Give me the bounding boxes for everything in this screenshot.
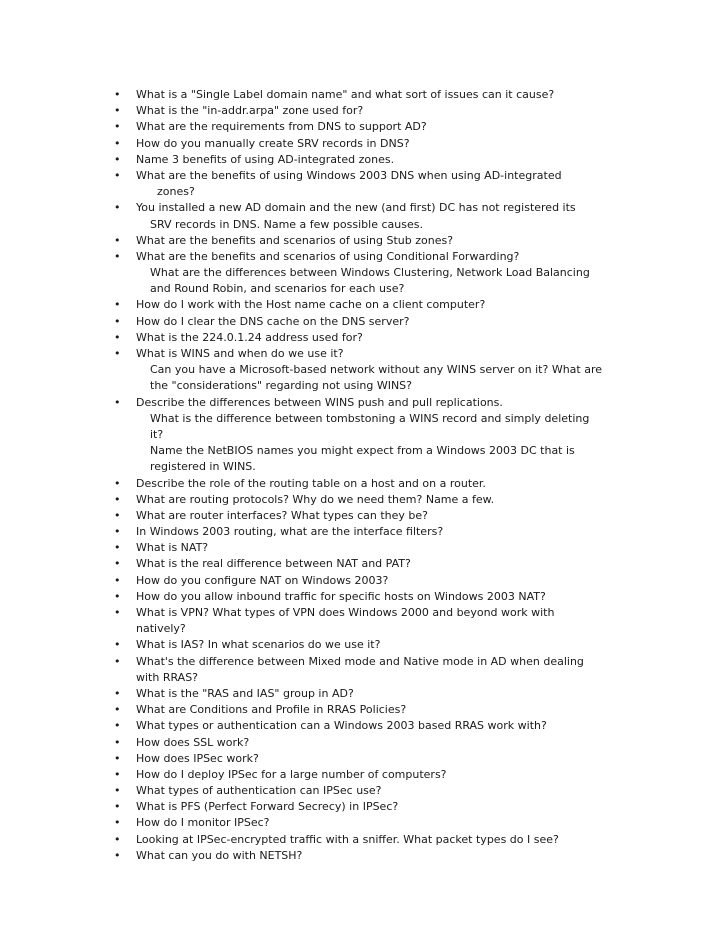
list-item-text: SRV records in DNS. Name a few possible causes. xyxy=(150,217,423,231)
list-item-continuation xyxy=(0,265,728,281)
list-item-text: What's the difference between Mixed mode and Native mode in AD when dealing xyxy=(136,654,584,668)
bullet-glyph: • xyxy=(114,233,121,247)
list-item-text: What are the differences between Windows Clustering, Network Load Balancing xyxy=(150,266,590,280)
list-item xyxy=(0,87,728,103)
list-item-text: and Round Robin, and scenarios for each use? xyxy=(150,282,405,296)
list-item xyxy=(0,832,728,848)
list-item xyxy=(0,799,728,815)
list-item xyxy=(0,168,728,184)
list-item xyxy=(0,556,728,572)
list-item xyxy=(0,492,728,508)
list-item xyxy=(0,395,728,411)
bullet-glyph: • xyxy=(114,104,121,118)
list-item-text: What is NAT? xyxy=(136,541,209,555)
list-item xyxy=(0,654,728,670)
list-item xyxy=(0,508,728,524)
list-item-text: What types of authentication can IPSec use? xyxy=(136,784,382,798)
list-item-text: What can you do with NETSH? xyxy=(136,848,303,862)
list-item xyxy=(0,119,728,135)
list-item-text: What are the requirements from DNS to support AD? xyxy=(136,120,427,134)
bullet-glyph: • xyxy=(114,508,121,522)
list-item-text: What is WINS and when do we use it? xyxy=(136,347,344,360)
list-item-text: How does IPSec work? xyxy=(136,751,259,765)
list-item-text: it? xyxy=(150,427,164,441)
list-item xyxy=(0,735,728,751)
bullet-glyph: • xyxy=(114,347,121,360)
list-item-text: How do you configure NAT on Windows 2003? xyxy=(136,573,389,587)
list-item-text: What are the benefits and scenarios of using Stub zones? xyxy=(136,233,454,247)
list-item-text: What are the benefits and scenarios of using Conditional Forwarding? xyxy=(136,249,520,263)
list-item-text: You installed a new AD domain and the new (and first) DC has not registered its xyxy=(136,201,576,215)
list-item xyxy=(0,751,728,767)
bullet-glyph: • xyxy=(114,136,121,150)
bullet-glyph: • xyxy=(114,686,121,700)
bullet-glyph: • xyxy=(114,832,121,846)
bullet-glyph: • xyxy=(114,314,121,328)
list-item xyxy=(0,346,728,362)
list-item xyxy=(0,200,728,216)
list-item xyxy=(0,783,728,799)
bullet-glyph: • xyxy=(114,541,121,555)
list-item-text: Describe the differences between WINS push and pull replications. xyxy=(136,395,503,409)
list-item xyxy=(0,476,728,492)
list-item xyxy=(0,848,728,864)
list-item-text: registered in WINS. xyxy=(150,460,256,474)
list-item-text: How do you manually create SRV records in DNS? xyxy=(136,136,410,150)
bullet-glyph: • xyxy=(114,395,121,409)
list-item-continuation xyxy=(0,281,728,297)
list-item-text: How do I monitor IPSec? xyxy=(136,816,270,830)
bullet-glyph: • xyxy=(114,120,121,134)
bullet-glyph: • xyxy=(114,573,121,587)
bullet-glyph: • xyxy=(114,816,121,830)
list-item-text: What is the real difference between NAT and PAT? xyxy=(136,557,411,571)
bullet-glyph: • xyxy=(114,848,121,862)
list-item-text: What are Conditions and Profile in RRAS Policies? xyxy=(136,703,407,717)
list-item-text: What is IAS? In what scenarios do we use it? xyxy=(136,638,381,652)
list-item xyxy=(0,815,728,831)
list-item-text: zones? xyxy=(157,185,195,199)
list-item-continuation xyxy=(0,670,728,686)
list-item xyxy=(0,702,728,718)
list-item-text: What is the difference between tombstoning a WINS record and simply deleting xyxy=(150,411,590,425)
list-item-text: What is VPN? What types of VPN does Windows 2000 and beyond work with xyxy=(136,606,555,619)
bullet-glyph: • xyxy=(114,492,121,506)
list-item-text: What are router interfaces? What types can they be? xyxy=(136,508,428,522)
list-item-text: How do I work with the Host name cache on a client computer? xyxy=(136,298,486,312)
bullet-glyph: • xyxy=(114,330,121,344)
list-item xyxy=(0,605,728,621)
bullet-glyph: • xyxy=(114,638,121,652)
list-item-text: Name 3 benefits of using AD-integrated zones. xyxy=(136,152,395,166)
list-item-text: the "considerations" regarding not using WINS? xyxy=(150,379,412,393)
list-item-text: Name the NetBIOS names you might expect from a Windows 2003 DC that is xyxy=(150,444,575,458)
list-item xyxy=(0,637,728,653)
list-item-text: How do I clear the DNS cache on the DNS server? xyxy=(136,314,410,328)
list-item xyxy=(0,103,728,119)
list-item-text: Can you have a Microsoft-based network without any WINS server on it? What are xyxy=(150,363,603,377)
list-item xyxy=(0,330,728,346)
list-item-text: What types or authentication can a Windows 2003 based RRAS work with? xyxy=(136,719,547,733)
list-item-continuation xyxy=(0,459,728,475)
bullet-glyph: • xyxy=(114,88,121,101)
list-item-continuation xyxy=(0,378,728,394)
bullet-glyph: • xyxy=(114,784,121,798)
bullet-glyph: • xyxy=(114,249,121,263)
list-item xyxy=(0,136,728,152)
list-item-text: What is a "Single Label domain name" and what sort of issues can it cause? xyxy=(136,88,555,101)
bullet-glyph: • xyxy=(114,767,121,781)
list-item xyxy=(0,589,728,605)
bullet-glyph: • xyxy=(114,606,121,619)
list-item-continuation xyxy=(0,362,728,378)
list-item-text: How does SSL work? xyxy=(136,735,250,749)
list-item-text: Looking at IPSec-encrypted traffic with a sniffer. What packet types do I see? xyxy=(136,832,559,846)
list-item xyxy=(0,297,728,313)
list-item-text: In Windows 2003 routing, what are the interface filters? xyxy=(136,525,444,539)
bullet-glyph: • xyxy=(114,654,121,668)
bullet-glyph: • xyxy=(114,525,121,539)
list-item-text: What is PFS (Perfect Forward Secrecy) in IPSec? xyxy=(136,800,399,814)
list-item-continuation xyxy=(0,411,728,427)
bullet-glyph: • xyxy=(114,751,121,765)
list-item xyxy=(0,573,728,589)
list-item xyxy=(0,152,728,168)
list-item-text: Describe the role of the routing table on a host and on a router. xyxy=(136,476,486,490)
list-item xyxy=(0,233,728,249)
list-item-continuation xyxy=(0,427,728,443)
list-item xyxy=(0,524,728,540)
bullet-glyph: • xyxy=(114,152,121,166)
bullet-glyph: • xyxy=(114,589,121,603)
list-item xyxy=(0,249,728,265)
list-item xyxy=(0,767,728,783)
bullet-glyph: • xyxy=(114,476,121,490)
bullet-glyph: • xyxy=(114,201,121,215)
bullet-glyph: • xyxy=(114,800,121,814)
list-item-continuation xyxy=(0,217,728,233)
list-item-text: What is the "RAS and IAS" group in AD? xyxy=(136,686,354,700)
list-item xyxy=(0,686,728,702)
list-item-text: with RRAS? xyxy=(136,670,199,684)
question-list xyxy=(0,87,728,864)
bullet-glyph: • xyxy=(114,703,121,717)
list-item-continuation xyxy=(0,184,728,200)
list-item-text: What is the "in-addr.arpa" zone used for? xyxy=(136,104,364,118)
list-item-continuation xyxy=(0,621,728,637)
bullet-glyph: • xyxy=(114,719,121,733)
bullet-glyph: • xyxy=(114,298,121,312)
list-item xyxy=(0,540,728,556)
list-item-text: What is the 224.0.1.24 address used for? xyxy=(136,330,363,344)
list-item-text: What are routing protocols? Why do we need them? Name a few. xyxy=(136,492,495,506)
list-item-text: natively? xyxy=(136,622,186,636)
list-item-text: How do I deploy IPSec for a large number of computers? xyxy=(136,767,447,781)
list-item xyxy=(0,718,728,734)
bullet-glyph: • xyxy=(114,735,121,749)
list-item-text: How do you allow inbound traffic for specific hosts on Windows 2003 NAT? xyxy=(136,589,546,603)
bullet-glyph: • xyxy=(114,557,121,571)
list-item xyxy=(0,314,728,330)
list-item-continuation xyxy=(0,443,728,459)
bullet-glyph: • xyxy=(114,168,121,182)
list-item-text: What are the benefits of using Windows 2003 DNS when using AD-integrated xyxy=(136,168,562,182)
